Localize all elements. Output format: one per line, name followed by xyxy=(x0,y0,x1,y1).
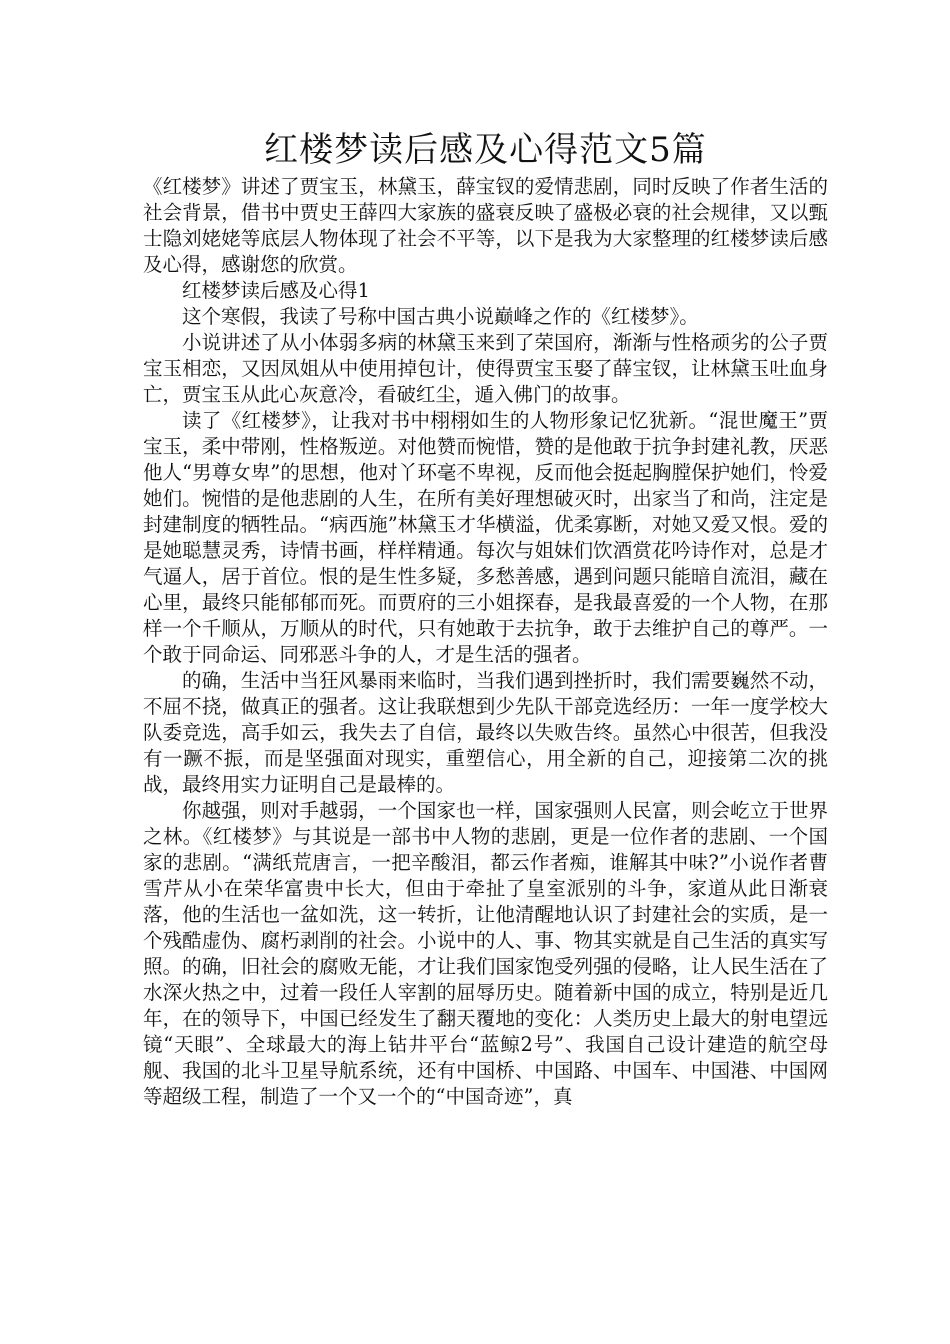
body-paragraph: 小说讲述了从小体弱多病的林黛玉来到了荣国府，渐渐与性格顽劣的公子贾宝玉相恋，又因凤姐从中使用掉包计，使得贾宝玉娶了薛宝钗，让林黛玉吐血身亡，贾宝玉从此心灰意冷，看破红尘，遁入佛门的故事。 xyxy=(143,331,828,406)
body-paragraph: 这个寒假，我读了号称中国古典小说巅峰之作的《红楼梦》。 xyxy=(182,305,699,328)
section-heading: 红楼梦读后感及心得1 xyxy=(182,279,370,302)
intro-paragraph: 《红楼梦》讲述了贾宝玉，林黛玉，薛宝钗的爱情悲剧，同时反映了作者生活的社会背景，借书中贾史王薛四大家族的盛衰反映了盛极必衰的社会规律，又以甄士隐刘姥姥等底层人物体现了社会不平等，以下是我为大家整理的红楼梦读后感及心得，感谢您的欣赏。 xyxy=(143,175,828,276)
document-page xyxy=(143,128,828,1110)
body-paragraph: 的确，生活中当狂风暴雨来临时，当我们遇到挫折时，我们需要巍然不动，不屈不挠，做真正的强者。这让我联想到少先队干部竞选经历：一年一度学校大队委竞选，高手如云，我失去了自信，最终以失败告终。虽然心中很苦，但我没有一蹶不振，而是坚强面对现实，重塑信心，用全新的自己，迎接第二次的挑战，最终用实力证明自己是最棒的。 xyxy=(143,669,828,796)
body-paragraph: 你越强，则对手越弱，一个国家也一样，国家强则人民富，则会屹立于世界之林。《红楼梦》与其说是一部书中人物的悲剧，更是一位作者的悲剧、一个国家的悲剧。“满纸荒唐言，一把辛酸泪，都云作者痴，谁解其中味?”小说作者曹雪芹从小在荣华富贵中长大，但由于牵扯了皇室派别的斗争，家道从此日渐衰落，他的生活也一盆如洗，这一转折，让他清醒地认识了封建社会的实质，是一个残酷虚伪、腐朽剥削的社会。小说中的人、事、物其实就是自己生活的真实写照。的确，旧社会的腐败无能，才让我们国家饱受列强的侵略，让人民生活在了水深火热之中，过着一段任人宰割的屈辱历史。随着新中国的成立，特别是近几年，在的领导下，中国已经发生了翻天覆地的变化：人类历史上最大的射电望远镜“天眼”、全球最大的海上钻井平台“蓝鲸2号”、我国自己设计建造的航空母舰、我国的北斗卫星导航系统，还有中国桥、中国路、中国车、中国港、中国网等超级工程，制造了一个又一个的“中国奇迹”，真 xyxy=(143,799,828,1108)
document-title: 红楼梦读后感及心得范文5篇 xyxy=(264,130,707,170)
body-paragraph: 读了《红楼梦》，让我对书中栩栩如生的人物形象记忆犹新。“混世魔王”贾宝玉，柔中带刚，性格叛逆。对他赞而惋惜，赞的是他敢于抗争封建礼教，厌恶他人“男尊女卑”的思想，他对丫环毫不卑视，反而他会挺起胸膛保护她们，怜爱她们。惋惜的是他悲剧的人生，在所有美好理想破灭时，出家当了和尚，注定是封建制度的牺牲品。“病西施”林黛玉才华横溢，优柔寡断，对她又爱又恨。爱的是她聪慧灵秀，诗情书画，样样精通。每次与姐妹们饮酒赏花吟诗作对，总是才气逼人，居于首位。恨的是生性多疑，多愁善感，遇到问题只能暗自流泪，藏在心里，最终只能郁郁而死。而贾府的三小姐探春，是我最喜爱的一个人物，在那样一个千顺从，万顺从的时代，只有她敢于去抗争，敢于去维护自己的尊严。一个敢于同命运、同邪恶斗争的人，才是生活的强者。 xyxy=(143,409,828,666)
